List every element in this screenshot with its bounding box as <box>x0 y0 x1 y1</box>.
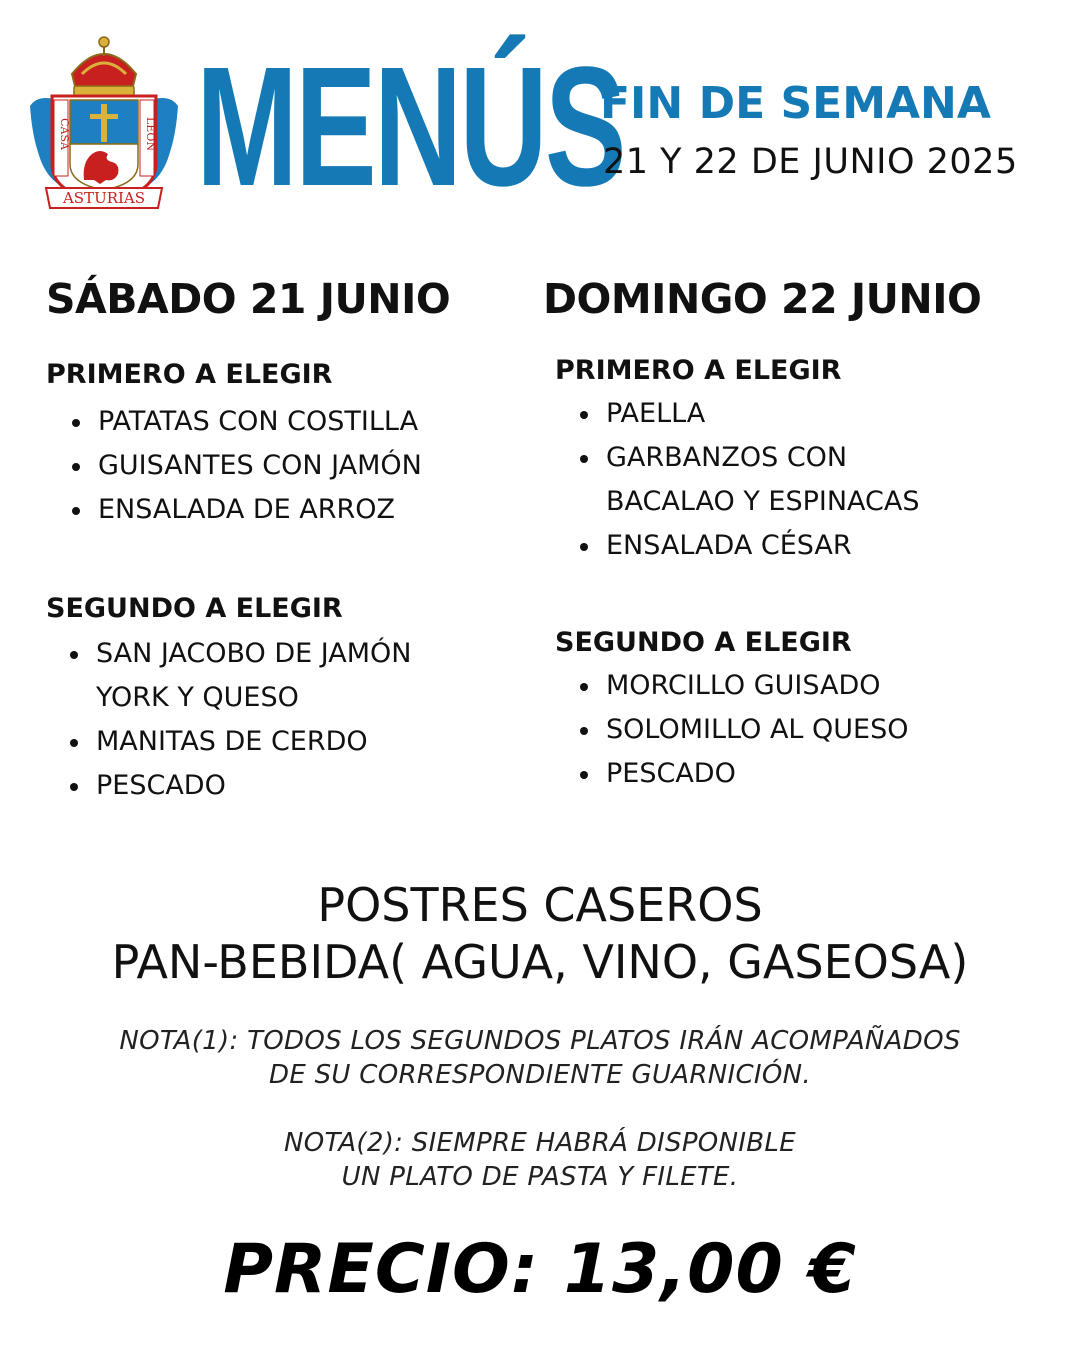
list-item: SOLOMILLO AL QUESO <box>554 708 909 752</box>
sunday-first-heading: PRIMERO A ELEGIR <box>555 355 842 386</box>
sunday-first-list <box>554 392 920 568</box>
svg-text:LEÓN: LEÓN <box>144 117 157 151</box>
list-item-continuation: BACALAO Y ESPINACAS <box>606 486 920 517</box>
weekend-subtitle: FIN DE SEMANA <box>600 78 991 129</box>
bullet-icon <box>70 783 78 791</box>
bullet-icon <box>580 727 588 735</box>
bullet-icon <box>580 455 588 463</box>
bullet-icon <box>70 651 78 659</box>
bullet-icon <box>580 411 588 419</box>
sunday-second-heading: SEGUNDO A ELEGIR <box>555 627 852 658</box>
note-1-line-1: NOTA(1): TODOS LOS SEGUNDOS PLATOS IRÁN ACOMPAÑADOS <box>119 1026 961 1056</box>
menu-date: 21 Y 22 DE JUNIO 2025 <box>603 142 1018 182</box>
bullet-icon <box>580 771 588 779</box>
list-item: MANITAS DE CERDO <box>44 720 412 764</box>
saturday-first-heading: PRIMERO A ELEGIR <box>46 359 333 390</box>
note-2-line-2: UN PLATO DE PASTA Y FILETE. <box>341 1162 739 1192</box>
bullet-icon <box>72 463 80 471</box>
drinks-line: PAN-BEBIDA( AGUA, VINO, GASEOSA) <box>111 935 969 989</box>
note-2-line-1: NOTA(2): SIEMPRE HABRÁ DISPONIBLE <box>284 1128 796 1158</box>
saturday-title: SÁBADO 21 JUNIO <box>46 275 451 323</box>
casa-leon-asturias-logo <box>28 34 180 212</box>
saturday-second-heading: SEGUNDO A ELEGIR <box>46 593 343 624</box>
price: PRECIO: 13,00 € <box>223 1230 857 1309</box>
list-item-continuation: YORK Y QUESO <box>96 682 299 713</box>
list-item: GARBANZOS CON <box>554 436 920 480</box>
list-item: PESCADO <box>554 752 909 796</box>
bullet-icon <box>580 543 588 551</box>
menus-title: MENÚS <box>196 32 624 222</box>
desserts-line: POSTRES CASEROS <box>317 878 763 932</box>
note-1-line-2: DE SU CORRESPONDIENTE GUARNICIÓN. <box>269 1060 811 1090</box>
list-item: MORCILLO GUISADO <box>554 664 909 708</box>
list-item: GUISANTES CON JAMÓN <box>46 444 422 488</box>
saturday-second-list <box>44 632 412 808</box>
list-item: PATATAS CON COSTILLA <box>46 400 422 444</box>
bullet-icon <box>70 739 78 747</box>
sunday-title: DOMINGO 22 JUNIO <box>543 275 982 323</box>
list-item: PAELLA <box>554 392 920 436</box>
sunday-second-list <box>554 664 909 796</box>
svg-text:ASTURIAS: ASTURIAS <box>62 189 146 207</box>
list-item: ENSALADA CÉSAR <box>554 524 920 568</box>
bullet-icon <box>72 419 80 427</box>
saturday-first-list <box>46 400 422 532</box>
bullet-icon <box>580 683 588 691</box>
list-item: SAN JACOBO DE JAMÓN <box>44 632 412 676</box>
bullet-icon <box>72 507 80 515</box>
svg-text:CASA: CASA <box>58 118 71 150</box>
list-item: PESCADO <box>44 764 412 808</box>
list-item: ENSALADA DE ARROZ <box>46 488 422 532</box>
